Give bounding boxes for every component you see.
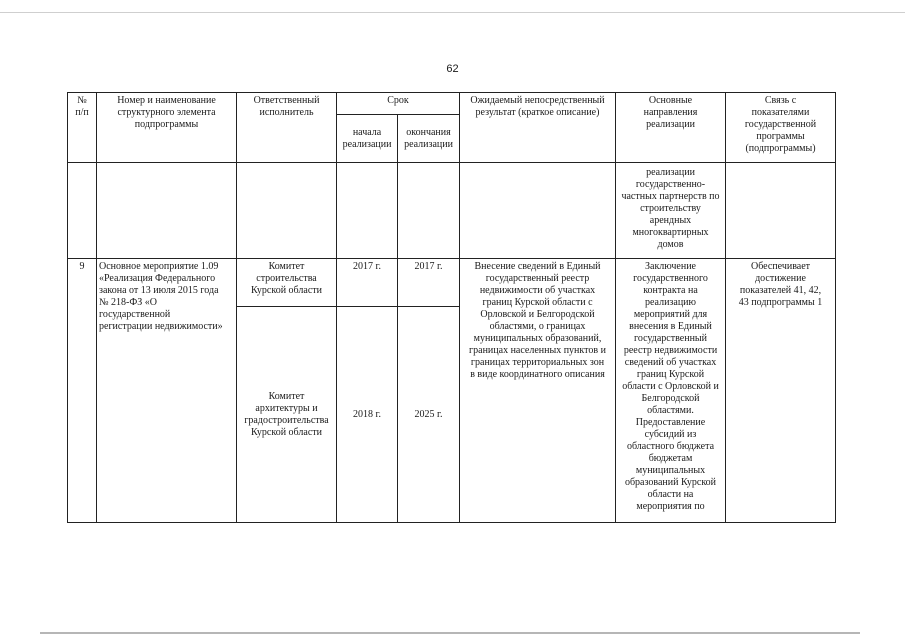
subprogram-table [67, 92, 836, 523]
cell-executor-1: Комитет строительства Курской области [237, 259, 337, 307]
cell-empty [726, 163, 836, 259]
cell-directions-continuation: реализации государственно- частных партнерств по строительству арендных многоквартирных домов [616, 163, 726, 259]
cell-end-2: 2025 г. [398, 307, 460, 523]
table-row-9 [68, 259, 836, 307]
cell-measure-name: Основное мероприятие 1.09 «Реализация Федерального закона от 13 июля 2015 года № 218-ФЗ «О государственной регистрации недвижимости» [97, 259, 237, 523]
cell-empty [398, 163, 460, 259]
cell-empty [97, 163, 237, 259]
cell-indicator-link: Обеспечивает достижение показателей 41, 42, 43 подпрограммы 1 [726, 259, 836, 523]
header-directions: Основные направления реализации [616, 93, 726, 163]
cell-empty [337, 163, 398, 259]
header-term: Срок [337, 93, 460, 115]
header-term-end: окончания реализации [398, 115, 460, 163]
cell-empty [460, 163, 616, 259]
cell-start-2: 2018 г. [337, 307, 398, 523]
header-no: № п/п [68, 93, 97, 163]
header-term-start: начала реализации [337, 115, 398, 163]
header-executor: Ответственный исполнитель [237, 93, 337, 163]
cell-empty [237, 163, 337, 259]
header-result: Ожидаемый непосредственный результат (краткое описание) [460, 93, 616, 163]
cell-executor-2: Комитет архитектуры и градостроительства Курской области [237, 307, 337, 523]
cell-row-number: 9 [68, 259, 97, 523]
cell-start-1: 2017 г. [337, 259, 398, 307]
header-link: Связь с показателями государственной программы (подпрограммы) [726, 93, 836, 163]
cell-expected-result: Внесение сведений в Единый государственный реестр недвижимости об участках границ Курской области с Орловской и Белгородской областями, о границах муниципальных образований, границах населенных пунктов и границах территориальных зон в виде координатного описания [460, 259, 616, 523]
header-name: Номер и наименование структурного элемента подпрограммы [97, 93, 237, 163]
cell-empty [68, 163, 97, 259]
scan-edge-bottom [40, 632, 860, 634]
table-row-continuation [68, 163, 836, 259]
scan-edge-top [0, 12, 905, 13]
page-number: 62 [446, 63, 459, 75]
cell-end-1: 2017 г. [398, 259, 460, 307]
cell-directions: Заключение государственного контракта на реализацию мероприятий для внесения в Единый государственный реестр недвижимости сведений об участках границ Курской области с Орловской и Белгородской областями. Предоставление субсидий из областного бюджета бюджетам муниципальных образований Курской области на мероприятия по [616, 259, 726, 523]
